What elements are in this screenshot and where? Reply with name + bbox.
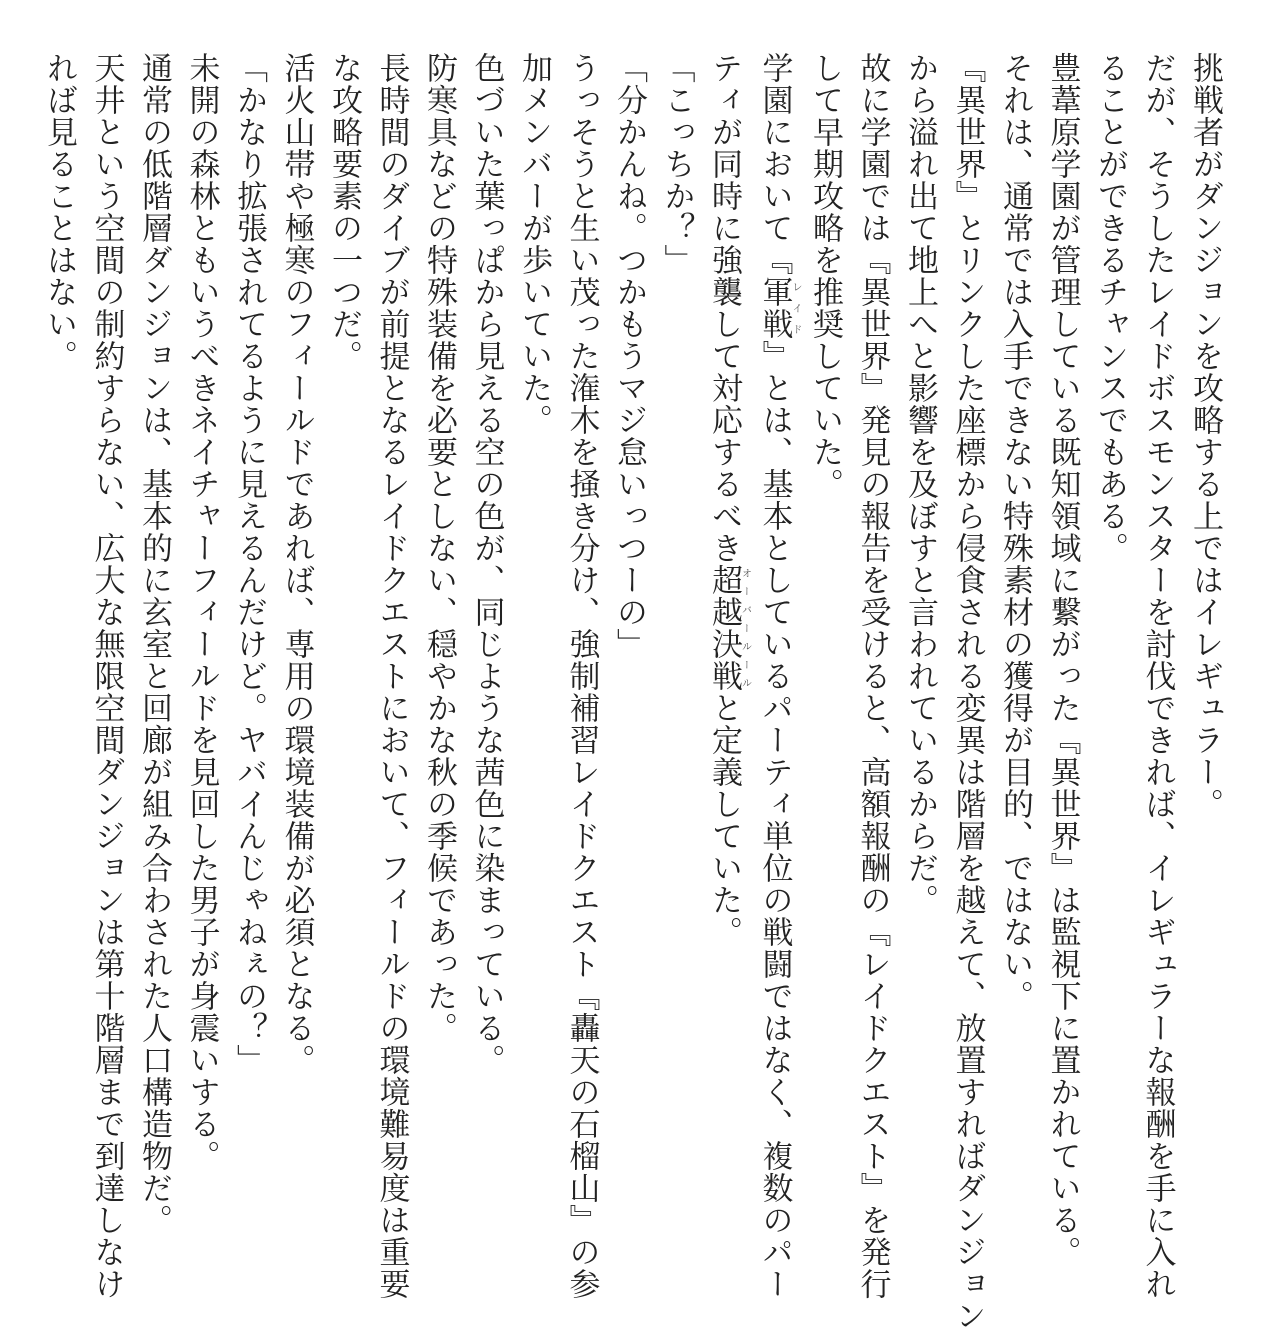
text-line: 「かなり拡張されてるように見えるんだけど。ヤバイんじゃねぇの？」 <box>231 52 267 1076</box>
text-line: 未開の森林ともいうべきネイチャーフィールドを見回した男子が身震いする。 <box>183 52 220 1172</box>
text-line: 『異世界』とリンクした座標から侵食される変異は階層を越えて、放置すればダンジョン <box>949 52 986 1332</box>
text-line: 防寒具などの特殊装備を必要としない、穏やかな秋の季候であった。 <box>421 52 457 1044</box>
text-line: ることができるチャンスでもある。 <box>1092 52 1128 564</box>
text-line: から溢れ出て地上へと影響を及ぼすと言われているからだ。 <box>902 52 938 916</box>
text-line: それは、通常では入手できない特殊素材の獲得が目的、ではない。 <box>997 52 1033 1012</box>
text-segment: ティが同時に強襲して対応するべき <box>706 52 742 564</box>
text-line: うっそうと生い茂った潅木を掻き分け、強制補習レイドクエスト『轟天の石榴山』の参 <box>563 52 600 1300</box>
ruby-annotation: レイド <box>790 276 801 340</box>
ruby-word <box>706 564 751 692</box>
text-line: 豊葦原学園が管理している既知領域に繋がった『異世界』は監視下に置かれている。 <box>1044 52 1081 1268</box>
ruby-word <box>756 276 801 340</box>
text-line: 故に学園では『異世界』発見の報告を受けると、高額報酬の『レイドクエスト』を発行 <box>854 52 891 1300</box>
text-line: 天井という空間の制約すらない、広大な無限空間ダンジョンは第十階層まで到達しなけ <box>88 52 125 1300</box>
text-line: れば見ることはない。 <box>41 52 77 372</box>
text-line: 長時間のダイブが前提となるレイドクエストにおいて、フィールドの環境難易度は重要 <box>373 52 410 1300</box>
text-line: 「こっちか？」 <box>658 52 695 276</box>
text-line: して早期攻略を推奨していた。 <box>807 52 843 500</box>
text-line-with-ruby <box>750 52 801 1300</box>
text-line: だが、そうしたレイドボスモンスターを討伐できれば、イレギュラーな報酬を手に入れ <box>1139 52 1176 1300</box>
text-line: 「分かんね。つかもうマジ怠いっつーの」 <box>611 52 647 660</box>
vertical-text-page <box>35 52 1229 1332</box>
text-line: 通常の低階層ダンジョンは、基本的に玄室と回廊が組み合わされた人口構造物だ。 <box>136 52 172 1236</box>
text-line: 挑戦者がダンジョンを攻略する上ではイレギュラー。 <box>1187 52 1223 820</box>
text-line: 加メンバーが歩いていた。 <box>516 52 552 436</box>
ruby-base: 軍戦 <box>756 276 793 340</box>
ruby-annotation: オーバールール <box>739 564 751 692</box>
text-line: な攻略要素の一つだ。 <box>326 52 362 372</box>
text-segment: 学園において『 <box>756 52 793 276</box>
text-line-with-ruby <box>700 52 751 1052</box>
text-segment: と定義していた。 <box>706 692 742 948</box>
text-segment: 』とは、基本としているパーティ単位の戦闘ではなく、複数のパー <box>756 340 793 1300</box>
text-line: 色づいた葉っぱから見える空の色が、同じような茜色に染まっている。 <box>468 52 505 1076</box>
text-line: 活火山帯や極寒のフィールドであれば、専用の環境装備が必須となる。 <box>278 52 315 1076</box>
ruby-base: 超越決戦 <box>706 564 742 692</box>
